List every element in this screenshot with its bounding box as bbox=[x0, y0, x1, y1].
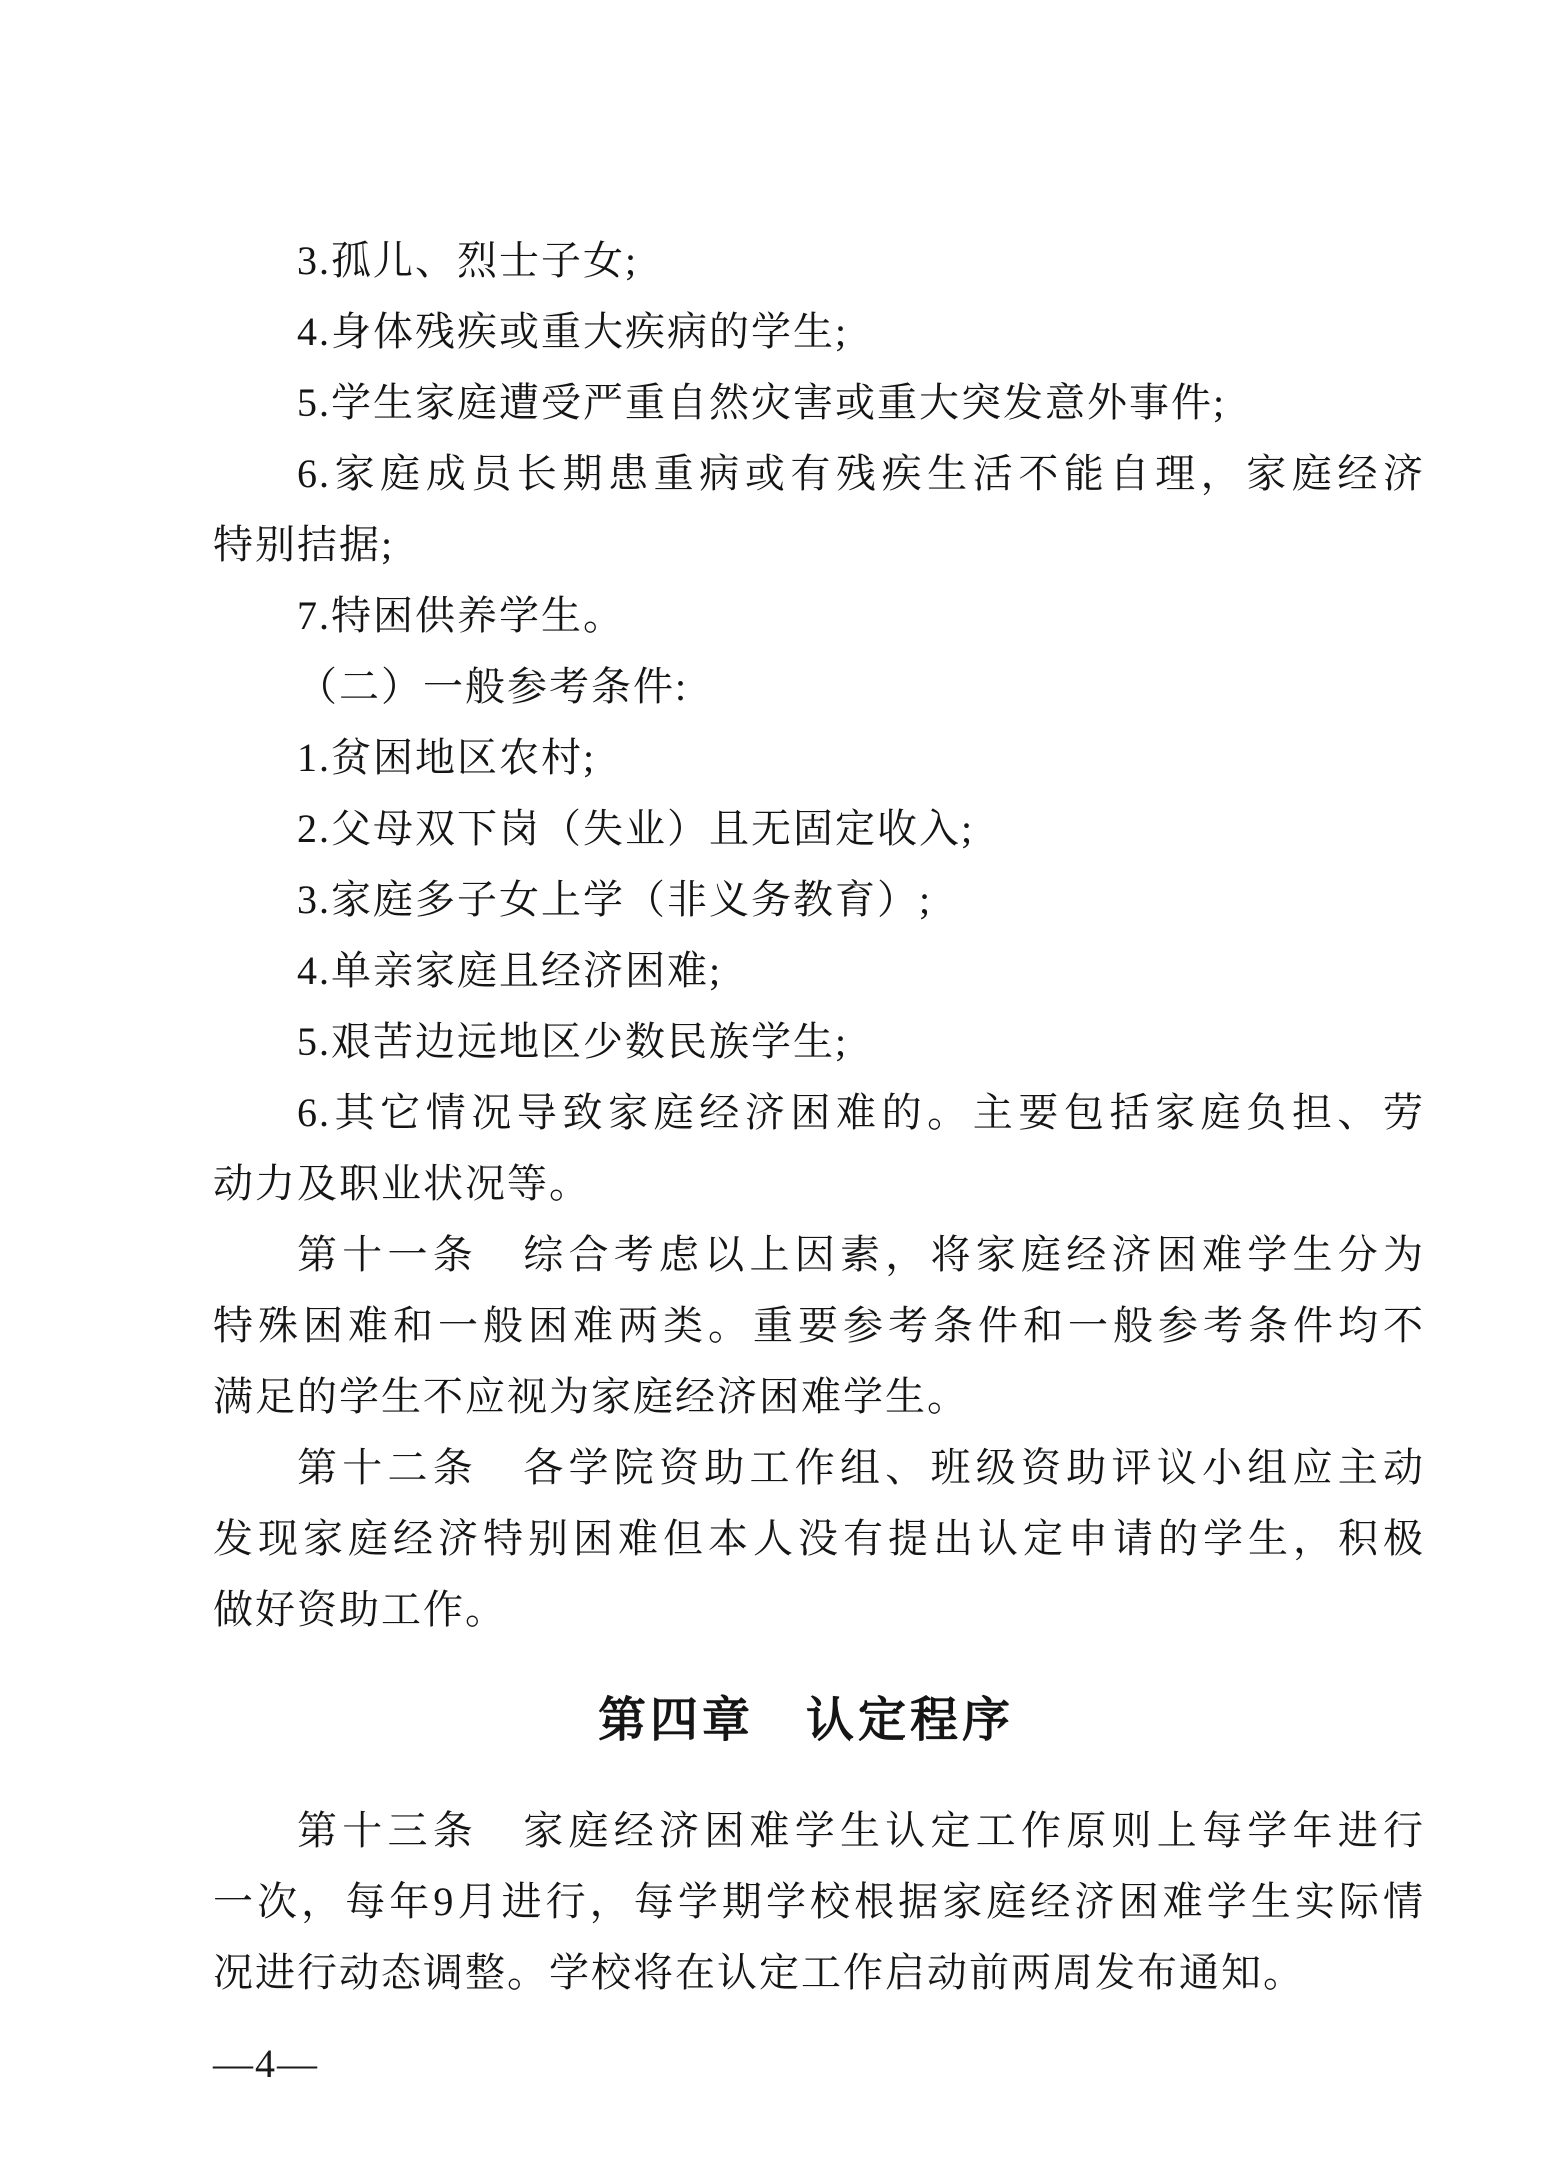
text-line: 3.家庭多子女上学（非义务教育）; bbox=[297, 877, 933, 922]
text-line: 2.父母双下岗（失业）且无固定收入; bbox=[297, 806, 975, 851]
text-line: 5.艰苦边远地区少数民族学生; bbox=[297, 1019, 849, 1064]
text-line: 做好资助工作。 bbox=[213, 1587, 507, 1632]
text-line: 一次，每年9月进行，每学期学校根据家庭经济困难学生实际情 bbox=[213, 1879, 1425, 1924]
text-line: 6.家庭成员长期患重病或有残疾生活不能自理，家庭经济 bbox=[297, 451, 1425, 496]
text-line: 第十二条 各学院资助工作组、班级资助评议小组应主动 bbox=[297, 1445, 1425, 1490]
text-line: 5.学生家庭遭受严重自然灾害或重大突发意外事件; bbox=[297, 380, 1227, 425]
text-line: 7.特困供养学生。 bbox=[297, 593, 625, 638]
text-line: 发现家庭经济特别困难但本人没有提出认定申请的学生，积极 bbox=[213, 1516, 1425, 1561]
text-line: （二）一般参考条件: bbox=[297, 664, 689, 709]
chapter-heading: 第四章 认定程序 bbox=[597, 1694, 1014, 1747]
text-line: 特别拮据; bbox=[213, 522, 395, 567]
document-body bbox=[213, 225, 1425, 2008]
text-line: 6.其它情况导致家庭经济困难的。主要包括家庭负担、劳 bbox=[297, 1090, 1425, 1135]
page-number: —4— bbox=[213, 2041, 319, 2086]
text-line: 动力及职业状况等。 bbox=[213, 1161, 591, 1206]
text-line: 第十三条 家庭经济困难学生认定工作原则上每学年进行 bbox=[297, 1808, 1425, 1853]
text-line: 1.贫困地区农村; bbox=[297, 735, 597, 780]
text-line: 3.孤儿、烈士子女; bbox=[297, 238, 639, 283]
text-line: 4.单亲家庭且经济困难; bbox=[297, 948, 723, 993]
text-line: 特殊困难和一般困难两类。重要参考条件和一般参考条件均不 bbox=[213, 1303, 1425, 1348]
text-line: 满足的学生不应视为家庭经济困难学生。 bbox=[213, 1374, 969, 1419]
text-line: 第十一条 综合考虑以上因素，将家庭经济困难学生分为 bbox=[297, 1232, 1425, 1277]
text-line: 况进行动态调整。学校将在认定工作启动前两周发布通知。 bbox=[213, 1950, 1305, 1995]
text-line: 4.身体残疾或重大疾病的学生; bbox=[297, 309, 849, 354]
